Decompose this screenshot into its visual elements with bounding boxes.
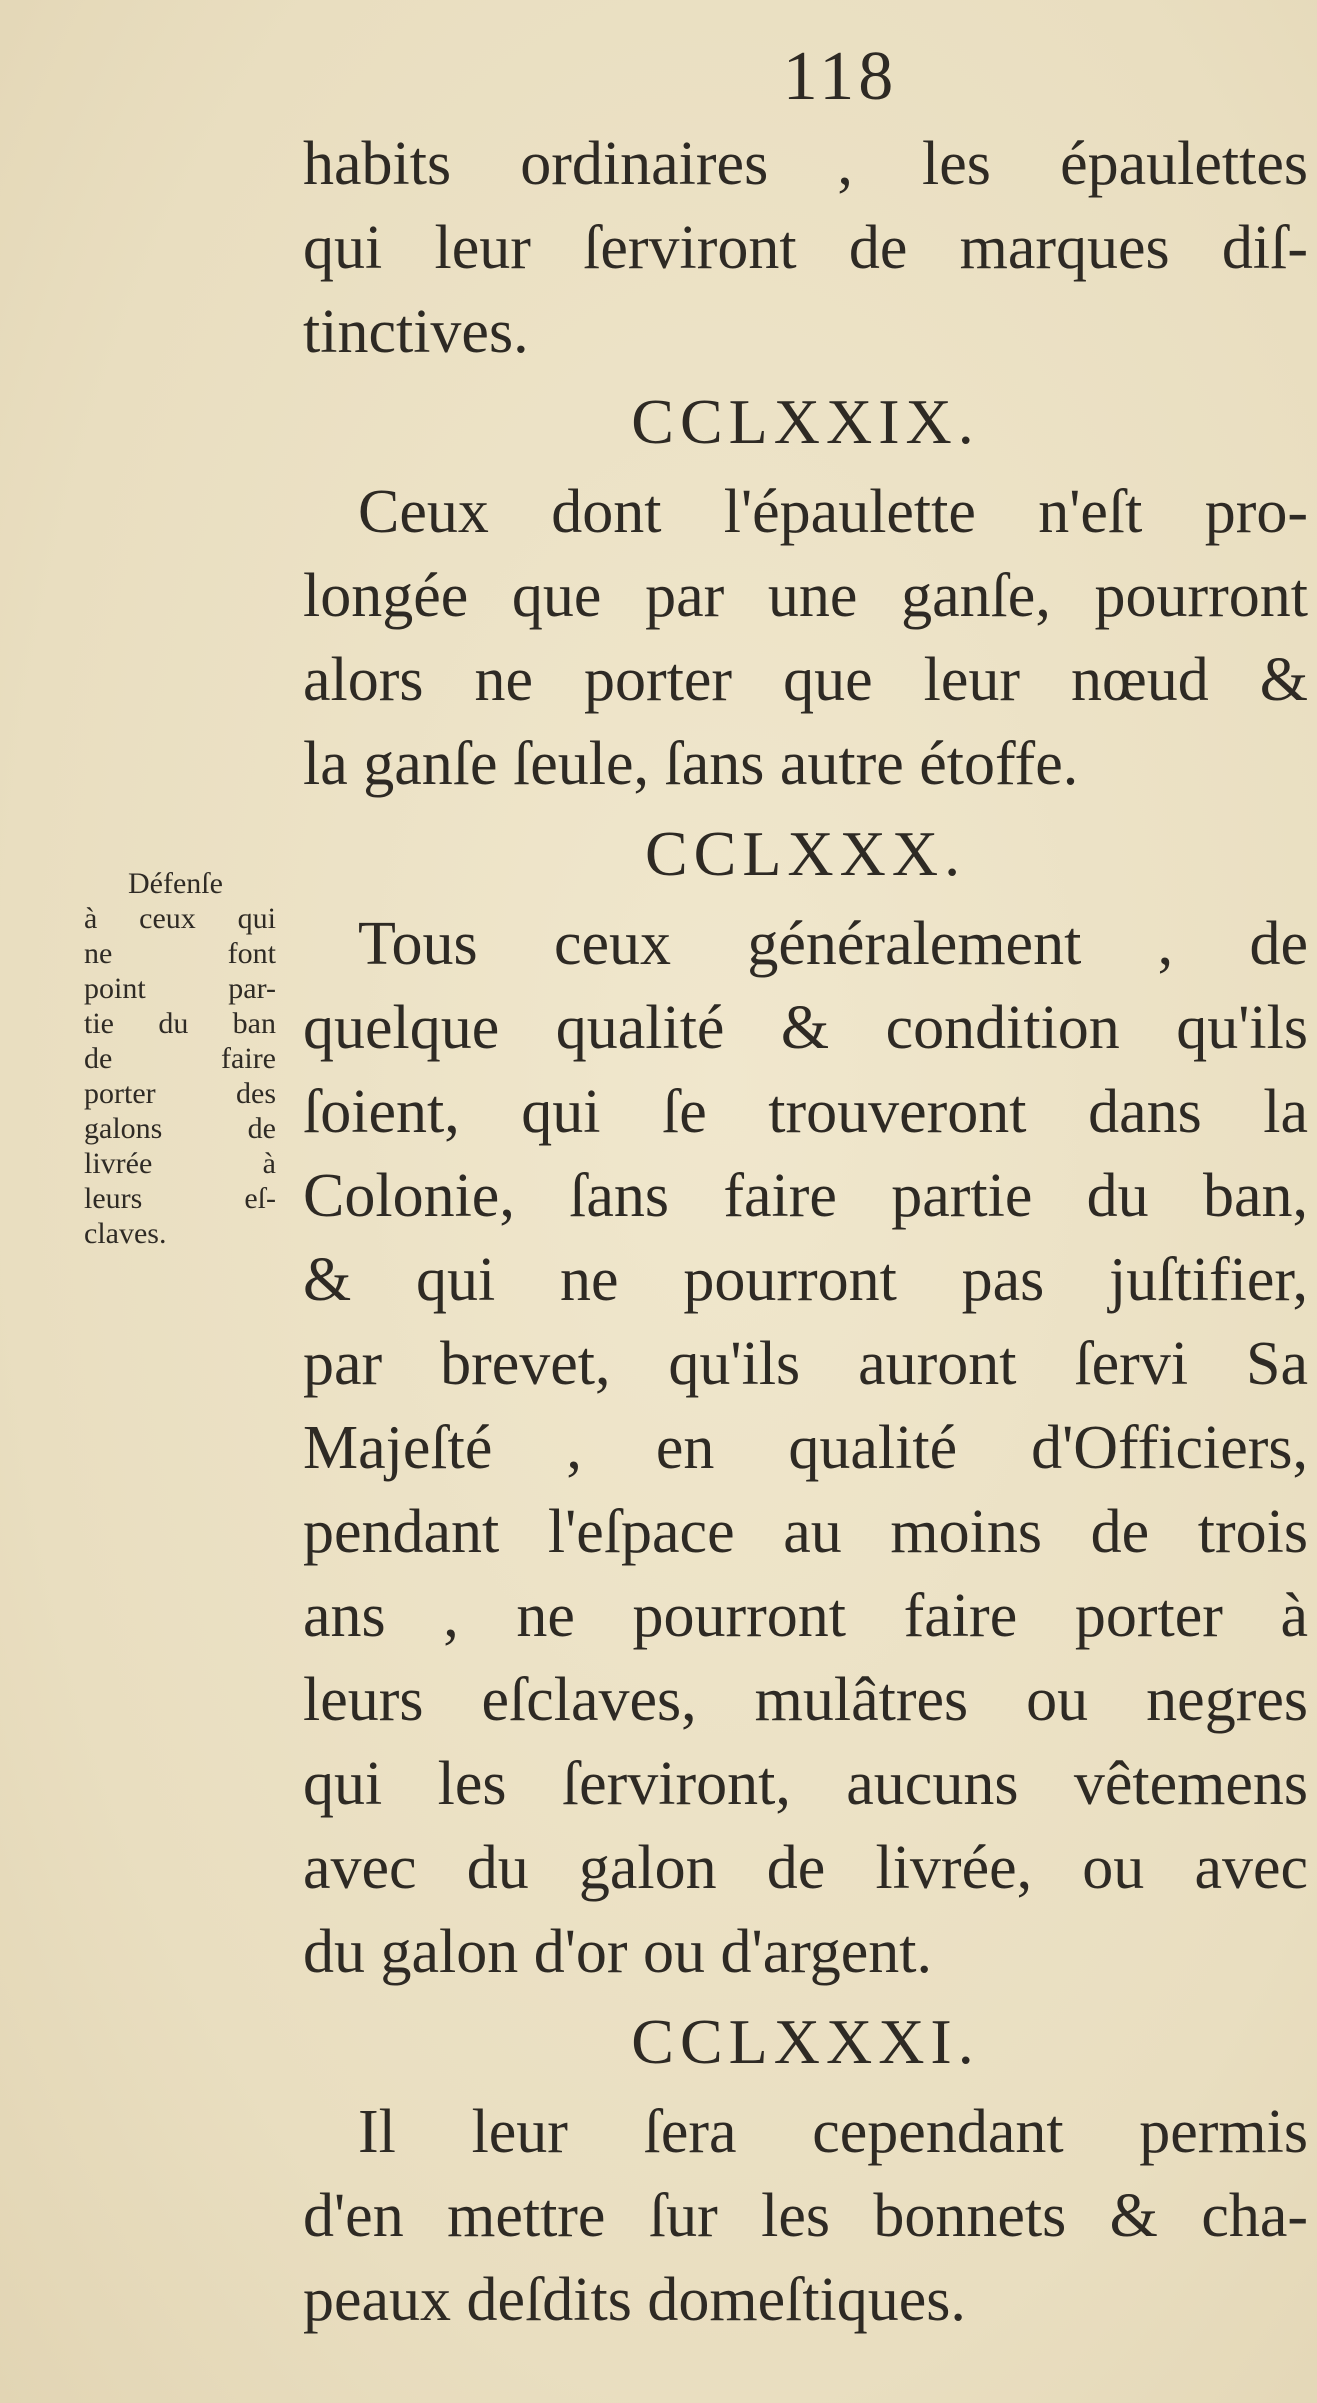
article-heading: CCLXXIX.	[631, 386, 980, 457]
margin-note-line: livrée à	[84, 1147, 276, 1180]
article-heading: CCLXXXI.	[631, 2006, 980, 2077]
article-cclxxx	[303, 806, 1308, 1994]
text-line: avec du galon de livrée, ou avec	[303, 1834, 1308, 1902]
text-line: alors ne porter que leur nœud &	[303, 646, 1308, 714]
text-line: habits ordinaires , les épaulettes	[303, 130, 1308, 198]
margin-note	[84, 866, 276, 1251]
text-line: & qui ne pourront pas juſtifier,	[303, 1246, 1308, 1314]
text-line: ſoient, qui ſe trouveront dans la	[303, 1078, 1308, 1146]
text-line: du galon d'or ou d'argent.	[303, 1918, 933, 1986]
text-line: la ganſe ſeule, ſans autre étoffe.	[303, 730, 1079, 798]
text-line: Majeſté , en qualité d'Officiers,	[303, 1414, 1308, 1482]
text-line: longée que par une ganſe, pourront	[303, 562, 1308, 630]
margin-note-line: Défenſe	[128, 867, 223, 900]
text-line: par brevet, qu'ils auront ſervi Sa	[303, 1330, 1308, 1398]
article-cclxxix	[303, 374, 1308, 806]
margin-note-line: claves.	[84, 1217, 167, 1250]
text-line: ans , ne pourront faire porter à	[303, 1582, 1308, 1650]
text-line: leurs eſclaves, mulâtres ou negres	[303, 1666, 1308, 1734]
text-line: quelque qualité & condition qu'ils	[303, 994, 1308, 1062]
margin-note-line: ne font	[84, 937, 276, 970]
continuation-paragraph	[303, 122, 1308, 374]
text-line: qui les ſerviront, aucuns vêtemens	[303, 1750, 1308, 1818]
article-cclxxxi	[303, 1994, 1308, 2342]
text-line: Il leur ſera cependant permis	[358, 2098, 1308, 2166]
text-line: qui leur ſerviront de marques diſ-	[303, 214, 1308, 282]
margin-note-line: point par-	[84, 972, 276, 1005]
margin-note-line: à ceux qui	[84, 902, 276, 935]
main-text-column	[303, 122, 1308, 2342]
text-line: Colonie, ſans faire partie du ban,	[303, 1162, 1308, 1230]
text-line: Tous ceux généralement , de	[358, 910, 1308, 978]
text-line: tinctives.	[303, 298, 529, 366]
margin-note-line: galons de	[84, 1112, 276, 1145]
text-line: d'en mettre ſur les bonnets & cha-	[303, 2182, 1308, 2250]
text-line: peaux deſdits domeſtiques.	[303, 2266, 966, 2334]
margin-note-line: tie du ban	[84, 1007, 276, 1040]
margin-note-line: de faire	[84, 1042, 276, 1075]
margin-note-line: porter des	[84, 1077, 276, 1110]
text-line: Ceux dont l'épaulette n'eſt pro-	[358, 478, 1308, 546]
text-line: pendant l'eſpace au moins de trois	[303, 1498, 1308, 1566]
margin-note-line: leurs eſ-	[84, 1182, 276, 1215]
page-number: 118	[782, 38, 898, 115]
article-heading: CCLXXX.	[644, 818, 967, 889]
